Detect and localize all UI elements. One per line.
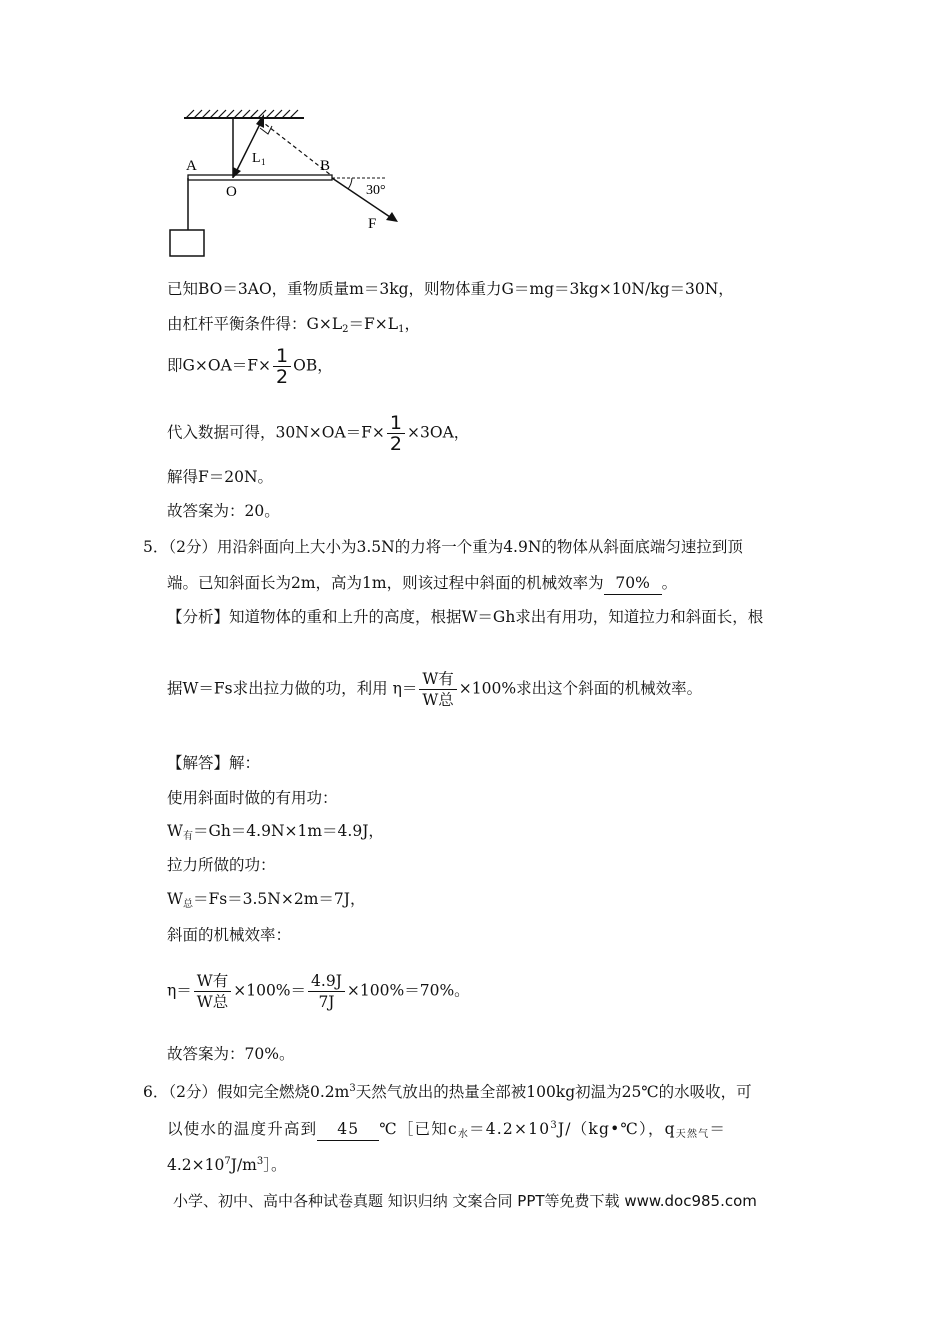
q5-w-useful: [167, 820, 384, 848]
q5-w-total: [167, 888, 365, 916]
q6-sup-m3-2: 3: [256, 1156, 264, 1167]
q5-stem-line-1: [143, 536, 743, 558]
q5-eff-frac1-den: W总: [196, 993, 229, 1011]
q4-eq1-num: 1: [273, 346, 291, 367]
q4-eq1-post: OB，: [293, 356, 333, 375]
q5-answer: 故答案为：70%。: [167, 1045, 295, 1063]
q5-total-label: 拉力所做的功：: [167, 856, 276, 874]
q5-efficiency-label: 斜面的机械效率：: [167, 926, 292, 944]
q5-answer-blank: 70%: [604, 572, 662, 595]
q6-number: 6．: [143, 1083, 169, 1101]
q4-eq2-den: 2: [389, 433, 403, 455]
q5-w-useful-sub: 有: [182, 831, 193, 842]
q4-answer: 故答案为：20。: [167, 502, 280, 520]
q5-stem-line-2: [167, 572, 677, 595]
q4-eq1-pre: 即G×OA＝F×: [167, 356, 272, 375]
q6-stem-1a: （2分）假如完全燃烧0.2m: [168, 1083, 350, 1101]
q4-equation-2: [167, 413, 469, 454]
q5-efficiency-equation: [167, 971, 470, 1012]
right-angle-mark: [260, 126, 272, 134]
q6-answer-blank: 45: [317, 1118, 379, 1141]
label-a: A: [186, 158, 197, 174]
label-o: O: [226, 184, 237, 200]
q5-w-total-b: ＝Fs＝3.5N×2m＝7J，: [192, 890, 366, 908]
q4-sub-1: 1: [398, 324, 405, 335]
q5-analysis-fraction: [419, 669, 456, 710]
q6-stem-1b: 天然气放出的热量全部被100kg初温为25℃的水吸收，可: [355, 1083, 752, 1101]
q6-sup-m3: 3: [349, 1083, 356, 1094]
q6-stem-3b: J/m: [230, 1156, 257, 1174]
q6-stem-2-pre: 以使水的温度升高到: [167, 1120, 318, 1138]
q4-lever-cond-a: 由杠杆平衡条件得：G×L: [167, 315, 343, 333]
q5-eff-fraction-2: [308, 971, 345, 1012]
label-angle: 30°: [366, 183, 386, 198]
q5-eff-frac2-den: 7J: [318, 993, 335, 1011]
q6-sup-7: 7: [224, 1156, 231, 1167]
q5-eff-mid: ×100%＝: [233, 981, 307, 1000]
page-footer: 小学、初中、高中各种试卷真题 知识归纳 文案合同 PPT等免费下载 www.doc985.com: [173, 1192, 757, 1210]
q4-eq2-pre: 代入数据可得，30N×OA＝F×: [167, 423, 385, 442]
q5-eff-pre: η＝: [167, 981, 192, 1000]
label-f: F: [368, 216, 377, 232]
q5-stem-2-pre: 端。已知斜面长为2m，高为1m，则该过程中斜面的机械效率为: [167, 574, 604, 592]
q4-eq2-post: ×3OA，: [407, 423, 470, 442]
q4-eq2-num: 1: [387, 413, 405, 434]
q6-stem-2-mid2: ＝4.2×10: [469, 1120, 551, 1138]
q5-analysis-frac-den: W总: [422, 691, 454, 709]
q4-equation-1: [167, 346, 333, 387]
q5-stem-2-post: 。: [661, 574, 678, 592]
q4-given: 已知BO＝3AO，重物质量m＝3kg，则物体重力G＝mg＝3kg×10N/kg＝30N，: [167, 280, 734, 298]
label-b: B: [320, 158, 331, 174]
q6-sub-gas: 天然气: [675, 1129, 710, 1140]
force-f-arrowhead: [386, 212, 398, 222]
lever-figure: [160, 108, 420, 268]
q5-analysis-frac-num: W有: [419, 669, 456, 690]
q4-eq2-fraction: [387, 413, 405, 454]
q5-w-total-a: W: [167, 890, 183, 908]
label-l1: L: [252, 151, 261, 166]
q4-eq1-fraction: [273, 346, 291, 387]
q5-eff-post: ×100%＝70%。: [346, 981, 470, 1000]
q5-w-useful-b: ＝Gh＝4.9N×1m＝4.9J，: [192, 822, 384, 840]
q6-stem-line-1: [143, 1078, 752, 1103]
q6-stem-2-post: ＝: [709, 1120, 727, 1138]
q6-sup-3: 3: [550, 1120, 558, 1131]
q5-stem-1: （2分）用沿斜面向上大小为3.5N的力将一个重为4.9N的物体从斜面底端匀速拉到顶: [168, 538, 743, 556]
q5-analysis-2: [167, 669, 702, 710]
q4-sub-2: 2: [342, 324, 349, 335]
q5-w-total-sub: 总: [182, 899, 193, 910]
lever-bar: [188, 175, 332, 180]
q5-number: 5．: [143, 538, 169, 556]
lever-diagram: [160, 108, 420, 272]
q5-analysis-1: 【分析】知道物体的重和上升的高度，根据W＝Gh求出有用功，知道拉力和斜面长，根: [167, 608, 764, 626]
label-l1-sub: 1: [261, 157, 266, 167]
q5-eff-frac1-num: W有: [194, 971, 231, 992]
q5-analysis-2-post: ×100%求出这个斜面的机械效率。: [458, 679, 703, 698]
q6-stem-line-2: [167, 1115, 726, 1146]
q5-w-useful-a: W: [167, 822, 183, 840]
weight-box: [170, 230, 204, 256]
q6-stem-3a: 4.2×10: [167, 1156, 225, 1174]
q4-lever-cond-c: ，: [404, 315, 420, 333]
q4-lever-cond-b: ＝F×L: [348, 315, 399, 333]
angle-arc: [348, 178, 352, 189]
q4-eq1-den: 2: [276, 366, 289, 388]
q5-analysis-2-pre: 据W＝Fs求出拉力做的功，利用 η＝: [167, 679, 418, 698]
q6-stem-line-3: [167, 1151, 287, 1176]
q6-sub-water: 水: [457, 1129, 470, 1140]
q4-result: 解得F＝20N。: [167, 468, 274, 486]
q6-stem-2-mid3: J/（kg•℃），q: [557, 1120, 676, 1138]
q6-stem-3c: ］。: [263, 1156, 287, 1174]
q4-lever-condition: [167, 313, 420, 341]
q6-stem-2-mid: ℃［已知c: [379, 1120, 458, 1138]
q5-eff-frac2-num: 4.9J: [308, 971, 345, 992]
ceiling-hatch: [186, 110, 298, 118]
q5-solution-head: 【解答】解：: [167, 754, 261, 772]
q5-eff-fraction-1: [194, 971, 231, 1012]
q5-useful-label: 使用斜面时做的有用功：: [167, 789, 338, 807]
